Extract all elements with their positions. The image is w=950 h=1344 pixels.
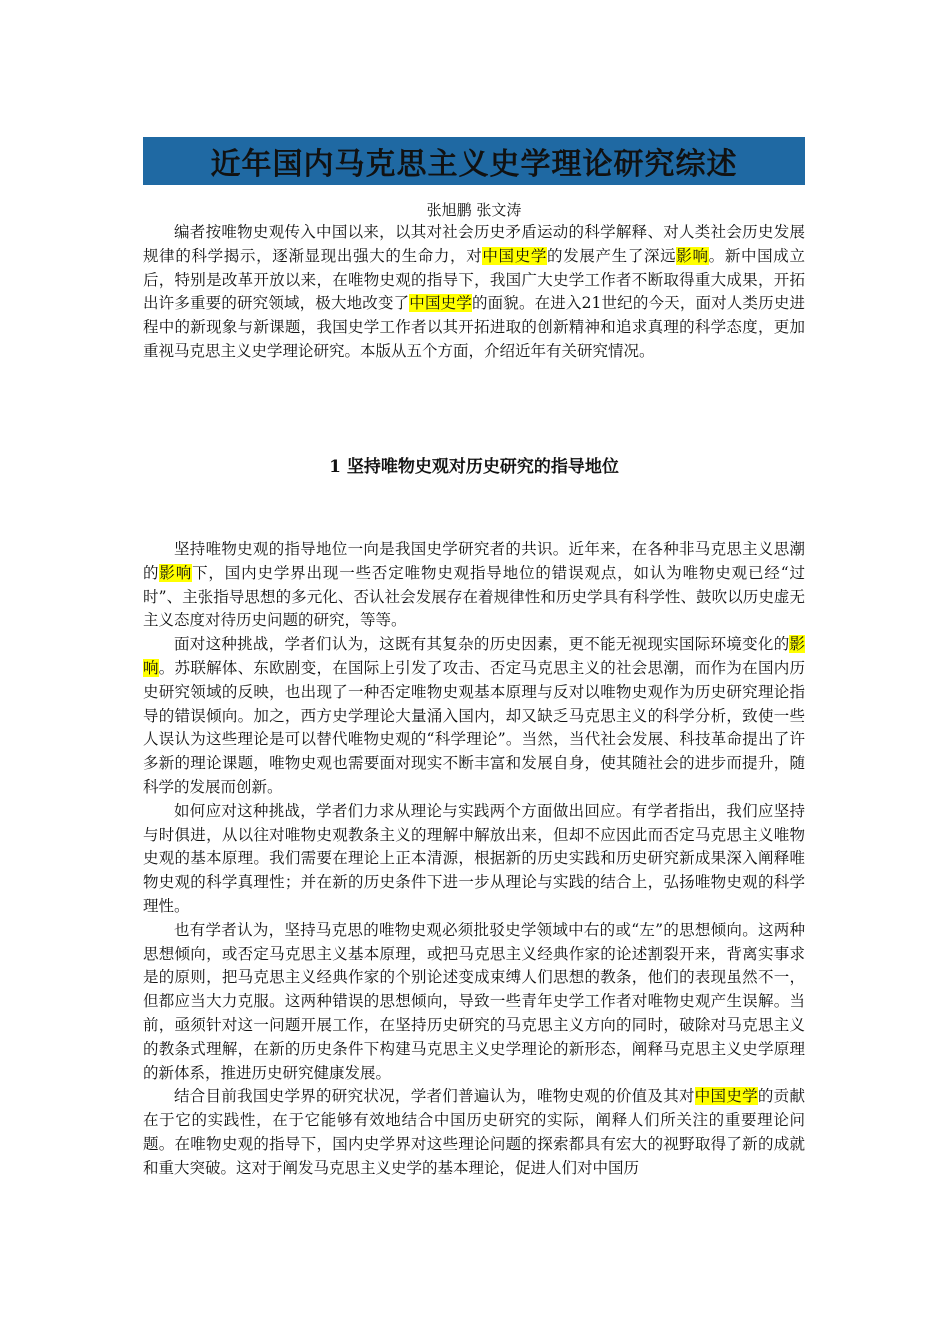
- text-segment: 的贡献在于它的实践性，在于它能够有效地结合中国历史研究的实际，阐释人们所关注的重要理论问题。在唯物史观的指导下，国内史学界对这些理论问题的探索都具有宏大的视野取得了新的成就和重大突破。这对于阐发马克思主义史学的基本理论，促进人们对中国历: [143, 1087, 805, 1177]
- editor-note-paragraph: [143, 221, 805, 364]
- author-line: 张旭鹏 张文涛: [426, 201, 522, 219]
- highlighted-term: 影响: [159, 563, 193, 582]
- text-segment: 的面貌。在进入21世纪的今天，面对人类历史进程中的新现象与新课题，我国史学工作者以其开拓进取的创新精神和追求真理的科学态度，更加重视马克思主义史学理论研究。本版从五个方面，介绍近年有关研究情况。: [143, 294, 805, 360]
- highlighted-term: 影响: [676, 246, 709, 265]
- highlighted-term: 中国史学: [409, 294, 472, 313]
- body-paragraph-3: 如何应对这种挑战，学者们力求从理论与实践两个方面做出回应。有学者指出，我们应坚持与时俱进，从以往对唯物史观教条主义的理解中解放出来，但却不应因此而否定马克思主义唯物史观的基本原理。我们需要在理论上正本清源，根据新的历史实践和历史研究新成果深入阐释唯物史观的科学真理性；并在新的历史条件下进一步从理论与实践的结合上，弘扬唯物史观的科学理性。: [143, 801, 805, 915]
- highlighted-term: 影响: [143, 635, 805, 677]
- body-paragraph-2: [143, 633, 805, 800]
- text-segment: 坚持唯物史观的指导地位一向是我国史学研究者的共识。近年来，在各种非马克思主义思潮的: [143, 540, 805, 582]
- text-segment: 。新中国成立后，特别是改革开放以来，在唯物史观的指导下，我国广大史学工作者不断取得重大成果，开拓出许多重要的研究领域，极大地改变了: [143, 246, 805, 313]
- title-banner: [143, 137, 805, 185]
- body-paragraph-1: [143, 538, 805, 633]
- text-segment: 面对这种挑战，学者们认为，这既有其复杂的历史因素，更不能无视现实国际环境变化的: [174, 635, 790, 654]
- text-segment: 下，国内史学界出现一些否定唯物史观指导地位的错误观点，如认为唯物史观已经“过时”、主张指导思想的多元化、否认社会发展存在着规律性和历史学具有科学性、鼓吹以历史虚无主义态度对待历史问题的研究，等等。: [143, 563, 805, 630]
- highlighted-term: 中国史学: [482, 246, 548, 265]
- section-body: [143, 538, 805, 1181]
- text-segment: 的发展产生了深远: [547, 246, 677, 265]
- editor-note: [143, 221, 805, 364]
- highlighted-term: 中国史学: [694, 1087, 758, 1106]
- text-segment: 。苏联解体、东欧剧变，在国际上引发了攻击、否定马克思主义的社会思潮，而作为在国内历史研究领域的反映，也出现了一种否定唯物史观基本原理与反对以唯物史观作为历史研究理论指导的错误倾向。加之，西方史学理论大量涌入国内，却又缺乏马克思主义的科学分析，致使一些人误认为这些理论是可以替代唯物史观的“科学理论”。当然，当代社会发展、科技革命提出了许多新的理论课题，唯物史观也需要面对现实不断丰富和发展自身，使其随社会的进步而提升，随科学的发展而创新。: [143, 658, 805, 796]
- text-segment: 编者按唯物史观传入中国以来，以其对社会历史矛盾运动的科学解释、对人类社会历史发展规律的科学揭示，逐渐显现出强大的生命力，对: [143, 223, 805, 265]
- document-title: 近年国内马克思主义史学理论研究综述: [210, 147, 738, 182]
- body-paragraph-5: [143, 1085, 805, 1180]
- text-segment: 结合目前我国史学界的研究状况，学者们普遍认为，唯物史观的价值及其对: [174, 1087, 695, 1106]
- body-paragraph-4: 也有学者认为，坚持马克思的唯物史观必须批驳史学领域中右的或“左”的思想倾向。这两种思想倾向，或否定马克思主义基本原理，或把马克思主义经典作家的论述割裂开来，背离实事求是的原则，把马克思主义经典作家的个别论述变成束缚人们思想的教条，他们的表现虽然不一，但都应当大力克服。这两种错误的思想倾向，导致一些青年史学工作者对唯物史观产生误解。当前，亟须针对这一问题开展工作，在坚持历史研究的马克思主义方向的同时，破除对马克思主义的教条式理解，在新的历史条件下构建马克思主义史学理论的新形态，阐释马克思主义史学原理的新体系，推进历史研究健康发展。: [143, 920, 805, 1082]
- section-heading: 1 坚持唯物史观对历史研究的指导地位: [329, 457, 619, 477]
